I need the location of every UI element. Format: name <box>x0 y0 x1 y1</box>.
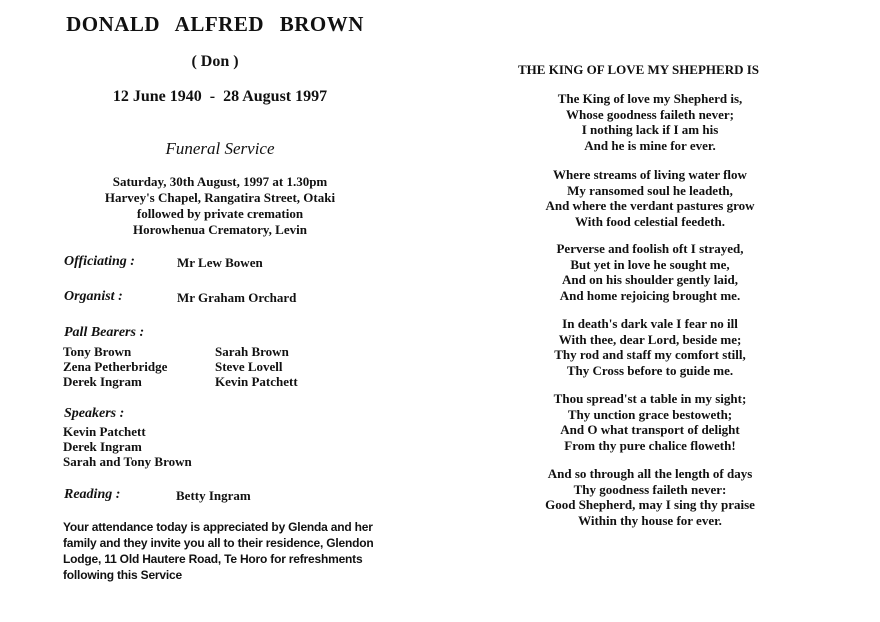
hymn-verse-1 <box>500 91 800 153</box>
list-item: Kevin Patchett <box>63 424 146 439</box>
verse-line: From thy pure chalice floweth! <box>564 437 736 453</box>
verse-line: Thy unction grace bestoweth; <box>567 406 733 422</box>
verse-line: And he is mine for ever. <box>584 137 716 153</box>
verse-line: With food celestial feedeth. <box>575 213 725 229</box>
speakers-label: Speakers : <box>64 406 125 421</box>
list-item: Zena Petherbridge <box>63 359 168 374</box>
hymn-verse-2 <box>500 167 800 229</box>
service-details <box>40 174 400 238</box>
hymn-title: THE KING OF LOVE MY SHEPHERD IS <box>518 62 760 77</box>
right-page <box>440 0 880 622</box>
verse-line: And on his shoulder gently laid, <box>561 272 739 287</box>
hymn-verse-6 <box>500 466 800 528</box>
hymn-verse-4 <box>500 316 800 378</box>
verse-line: Perverse and foolish oft I strayed, <box>556 241 744 256</box>
attendance-note: Your attendance today is appreciated by Glenda and her family and they invite you all to their residence, Glendon Lodge, 11 Old Hautere Road, Te Horo for refreshments following this Service <box>63 520 374 582</box>
verse-line: And so through all the length of days <box>547 466 753 481</box>
verse-line: With thee, dear Lord, beside me; <box>558 331 742 347</box>
hymn-verse-3 <box>500 241 800 303</box>
verse-line: Whose goodness faileth never; <box>566 106 734 122</box>
speakers-list <box>63 424 192 469</box>
verse-line: The King of love my Shepherd is, <box>557 91 743 106</box>
verse-line: Where streams of living water flow <box>553 167 747 182</box>
verse-line: Thy Cross before to guide me. <box>566 362 734 378</box>
verse-line: And where the verdant pastures grow <box>545 198 755 213</box>
pall-bearers-col2 <box>215 344 298 389</box>
service-line: Horowhenua Crematory, Levin <box>133 222 307 237</box>
service-line: Harvey's Chapel, Rangatira Street, Otaki <box>104 190 336 205</box>
list-item: Derek Ingram <box>63 439 142 454</box>
hymn-verse-5 <box>500 391 800 453</box>
verse-line: My ransomed soul he leadeth, <box>567 182 733 198</box>
organist-label: Organist : <box>64 289 123 304</box>
reading-value: Betty Ingram <box>176 488 251 503</box>
pall-bearers-col1 <box>63 344 167 389</box>
verse-line: Thou spread'st a table in my sight; <box>553 391 747 406</box>
reading-label: Reading : <box>64 487 121 502</box>
officiating-value: Mr Lew Bowen <box>177 255 263 270</box>
pall-bearers-label: Pall Bearers : <box>64 325 145 340</box>
verse-line: And home rejoicing brought me. <box>559 287 741 303</box>
verse-line: In death's dark vale I fear no ill <box>562 316 738 331</box>
list-item: Sarah and Tony Brown <box>63 454 192 469</box>
service-heading: Funeral Service <box>165 139 275 158</box>
deceased-name: DONALD ALFRED BROWN <box>66 12 364 36</box>
verse-line: Thy rod and staff my comfort still, <box>554 347 746 362</box>
verse-line: Within thy house for ever. <box>578 512 722 528</box>
nickname: ( Don ) <box>191 53 239 70</box>
list-item: Derek Ingram <box>63 374 142 389</box>
verse-line: Thy goodness faileth never: <box>573 481 727 497</box>
list-item: Tony Brown <box>63 344 132 359</box>
verse-line: I nothing lack if I am his <box>581 122 719 137</box>
organist-value: Mr Graham Orchard <box>177 290 297 305</box>
verse-line: And O what transport of delight <box>560 422 740 437</box>
officiating-label: Officiating : <box>64 254 135 269</box>
verse-line: But yet in love he sought me, <box>570 256 730 272</box>
service-line: Saturday, 30th August, 1997 at 1.30pm <box>112 174 328 189</box>
service-line: followed by private cremation <box>136 206 304 221</box>
list-item: Steve Lovell <box>215 359 283 374</box>
life-dates: 12 June 1940 - 28 August 1997 <box>112 88 328 105</box>
verse-line: Good Shepherd, may I sing thy praise <box>545 497 755 512</box>
list-item: Kevin Patchett <box>215 374 298 389</box>
list-item: Sarah Brown <box>215 344 289 359</box>
